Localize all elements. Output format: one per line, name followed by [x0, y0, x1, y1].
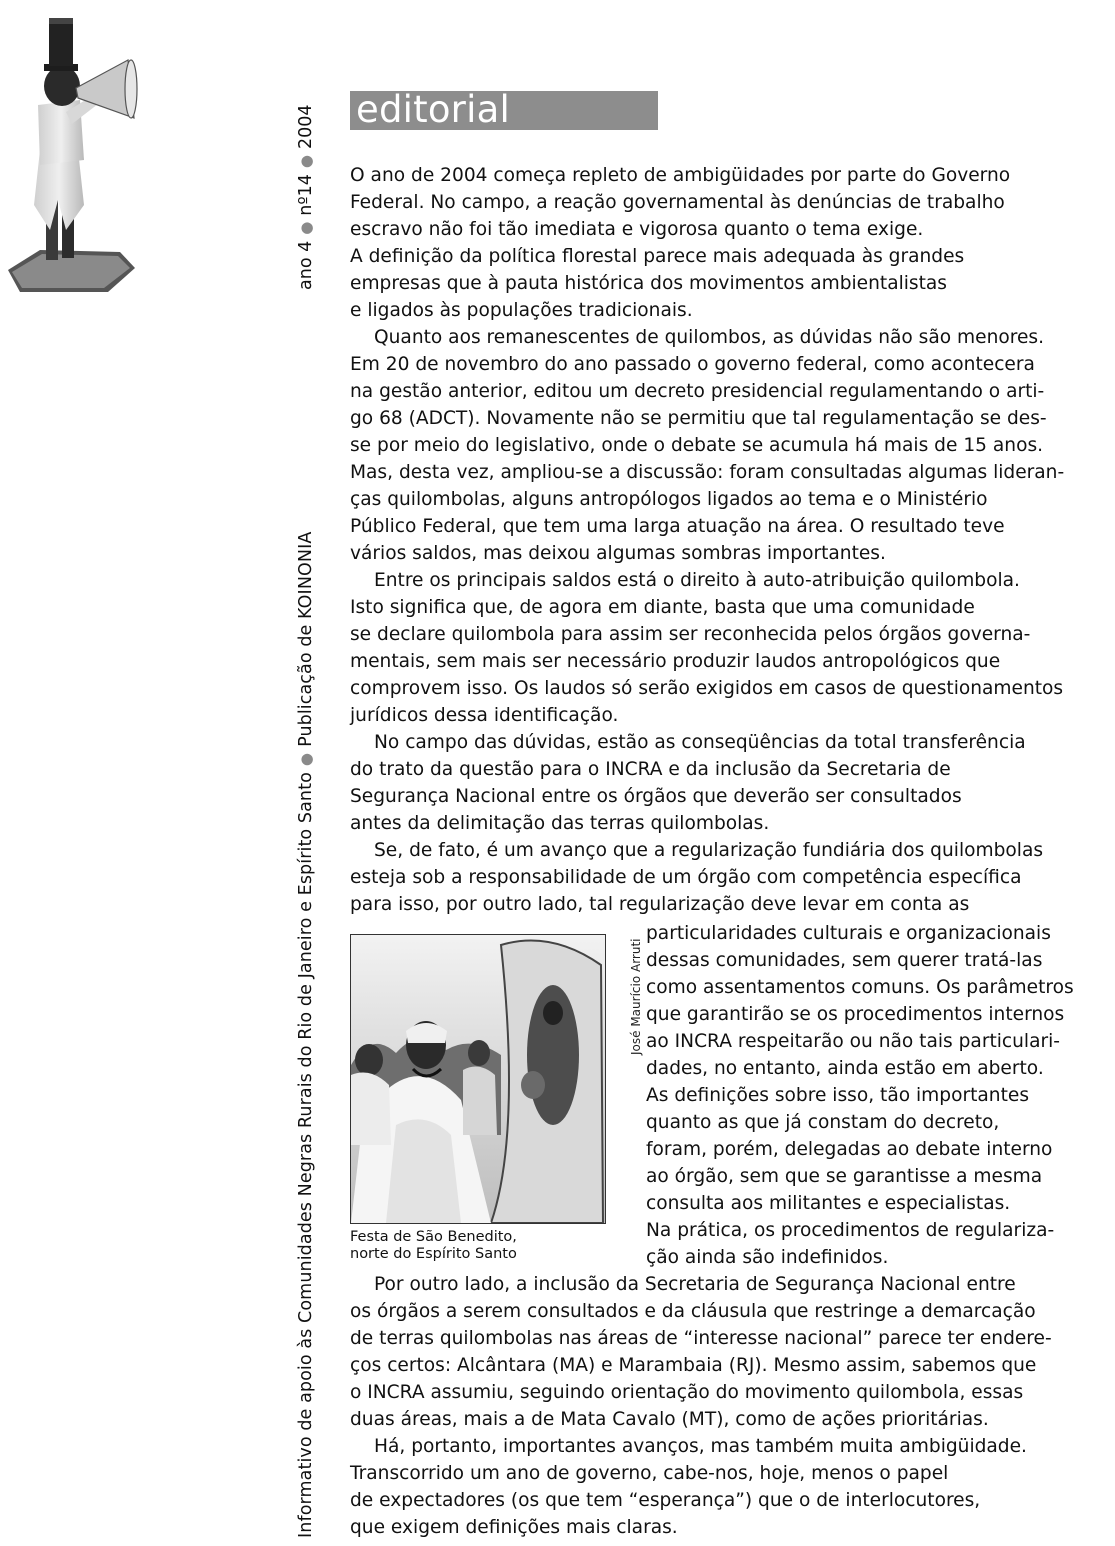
paragraph: Na prática, os procedimentos de regulariza- ção ainda são indefinidos. [646, 1220, 1055, 1268]
bullet-icon: ● [297, 221, 315, 235]
issue-info [296, 104, 316, 290]
photo-credit: José Maurício Arruti [629, 938, 643, 1055]
paragraph: Há, portanto, importantes avanços, mas também muita ambigüidade. Transcorrido um ano de governo, cabe-nos, hoje, menos o papel de expectadores (os que tem “esperança”) que o de interlocutores, que exigem definições mais claras. [350, 1436, 1027, 1538]
paragraph: Por outro lado, a inclusão da Secretaria de Segurança Nacional entre os órgãos a serem consultados e da cláusula que restringe a demarcação de terras quilombolas nas áreas de “interesse nacional” parece ter endere- ços certos: Alcântara (MA) e Marambaia (RJ). Mesmo assim, sabemos que o INCRA assumiu, seguindo orientação do movimento quilombola, essas duas áreas, mais a de Mata Cavalo (MT), como de ações prioritárias. [350, 1274, 1052, 1430]
article-body-top [350, 162, 1095, 918]
paragraph: particularidades culturais e organizacionais dessas comunidades, sem querer tratá-las como assentamentos comuns. Os parâmetros que garantirão se os procedimentos internos ao INCRA respeitarão ou não tais particulari- dades, no entanto, ainda estão em aberto. As definições sobre isso, tão importantes quanto as que já constam do decreto, foram, porém, delegadas ao debate interno ao órgão, sem que se garantisse a mesma consulta aos militantes e especialistas. [646, 923, 1074, 1214]
festival-photo [350, 934, 606, 1224]
publisher: Publicação de KOINONIA [296, 531, 316, 747]
publication-description: Informativo de apoio às Comunidades Negras Rurais do Rio de Janeiro e Espírito Santo [296, 772, 316, 1538]
section-title: editorial [356, 88, 510, 131]
paragraph: Quanto aos remanescentes de quilombos, as dúvidas não são menores. Em 20 de novembro do ano passado o governo federal, como acontecera na gestão anterior, editou um decreto presidencial regulamentando o arti- go 68 (ADCT). Novamente não se permitiu que tal regulamentação se des- se por meio do legislativo, onde o debate se acumula há mais de 15 anos. Mas, desta vez, ampliou-se a discussão: foram consultadas algumas lideran- ças quilombolas, alguns antropólogos ligados ao tema e o Ministério Público Federal, que tem uma larga atuação na área. O resultado teve vários saldos, mas deixou algumas sombras importantes. [350, 327, 1065, 564]
bullet-icon: ● [297, 752, 315, 767]
bullet-icon: ● [297, 154, 315, 169]
issue-year: 2004 [296, 104, 316, 149]
article-body-wrapped [646, 920, 1096, 1271]
photo-caption: Festa de São Benedito, norte do Espírito Santo [350, 1229, 517, 1262]
article-body-bottom [350, 1271, 1095, 1541]
paragraph: Se, de fato, é um avanço que a regularização fundiária dos quilombolas esteja sob a responsabilidade de um órgão com competência específica para isso, por outro lado, tal regularização deve levar em conta as [350, 840, 1044, 915]
paragraph: No campo das dúvidas, estão as conseqüências da total transferência do trato da questão para o INCRA e da inclusão da Secretaria de Segurança Nacional entre os órgãos que deverão ser consultados antes da delimitação das terras quilombolas. [350, 732, 1026, 834]
issue-number: nº14 [296, 174, 316, 216]
section-title-bar [350, 88, 658, 131]
publication-info [296, 532, 316, 1538]
paragraph: O ano de 2004 começa repleto de ambigüidades por parte do Governo Federal. No campo, a reação governamental às denúncias de trabalho escravo não foi tão imediata e vigorosa quanto o tema exige. A definição da política florestal parece mais adequada às grandes empresas que à pauta histórica dos movimentos ambientalistas e ligados às populações tradicionais. [350, 165, 1011, 321]
issue-volume: ano 4 [296, 240, 316, 290]
statuette-image [0, 0, 160, 300]
paragraph: Entre os principais saldos está o direito à auto-atribuição quilombola. Isto significa que, de agora em diante, basta que uma comunidade se declare quilombola para assim ser reconhecida pelos órgãos governa- mentais, sem mais ser necessário produzir laudos antropológicos que comprovem isso. Os laudos só serão exigidos em casos de questionamentos jurídicos dessa identificação. [350, 570, 1064, 726]
